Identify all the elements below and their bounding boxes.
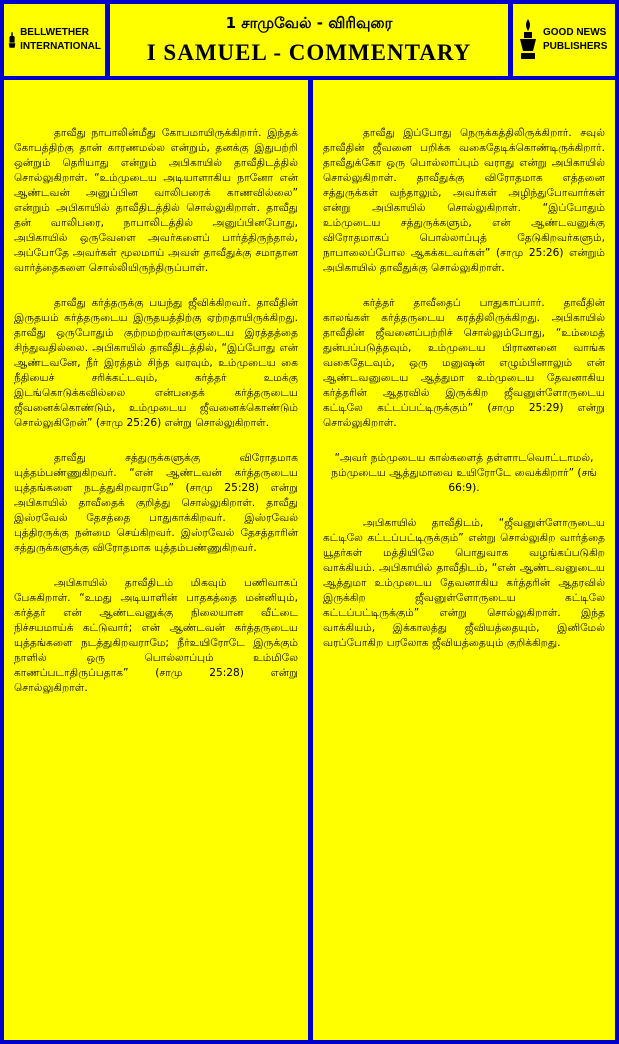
right-column bbox=[313, 80, 615, 1040]
title-panel bbox=[110, 4, 508, 76]
right-paragraph-1: தாவீது இப்போது நெருக்கத்திலிருக்கிறார். சவுல் தாவீதின் ஜீவனை பறிக்க வகைதேடிக்கொண்டிருக்கிறார். தாவீதுக்கோ ஒரு பொல்லாப்பும் வராது என்று அபிகாயில் சொல்லுகிறாள். தாவீதுக்கு விரோதமாக எத்தனை சத்துருக்கள் வந்தாலும், அவர்கள் அழிந்துபோவார்கள் என்று அபிகாயில் சொல்லுகிறாள். “இப்போதும் உம்முடைய சத்துருக்களும், என் ஆண்டவனுக்கு விரோதமாகப் பொல்லாப்புத் தேடுகிறவர்களும், நாபாலைப்போல ஆகக்கடவர்கள்” (சாமு 25:26) என்றும் அபிகாயில் தாவீதுக்கு சொல்லுகிறாள். bbox=[323, 127, 605, 274]
goodnews-logo bbox=[513, 4, 615, 76]
bellwether-logo-panel bbox=[4, 4, 105, 76]
left-paragraph-2: தாவீது கர்த்தருக்கு பயந்து ஜீவிக்கிறவர். தாவீதின் இருதயம் கர்த்தருடைய இருதயத்திற்கு ஏற்றதாயிருக்கிறது. தாவீது ஒருபோதும் குற்றமற்றவர்களுடைய இரத்தத்தை சிந்துவதில்லை. அபிகாயில் தாவீதிடத்தில், “இப்போது என் ஆண்டவனே, நீர் இரத்தம் சிந்த வரவும், உம்முடைய கை நீதியைச் சரிக்கட்டவும், கர்த்தர் உமக்கு இடங்கொடுக்கவில்லை என்பதைக் கர்த்தருடைய ஜீவனைக்கொண்டும், உம்முடைய ஜீவனைக்கொண்டும் சொல்லுகிறேன்” (சாமு 25:26) என்று சொல்லுகிறாள். bbox=[14, 297, 298, 429]
left-paragraph-4: அபிகாயில் தாவீதிடம் மிகவும் பணிவாகப் பேசுகிறாள். “உமது அடியாளின் பாதகத்தை மன்னியும், கர்த்தர் என் ஆண்டவனுக்கு நிலையான வீட்டை நிச்சயமாய்க் கட்டுவார்; என் ஆண்டவன் கர்த்தருடைய யுத்தங்களை நடத்துகிறவராமே; நீர்உயிரோடே இருக்கும் நாளில் ஒரு பொல்லாப்பும் உம்மிலே காணப்படாதிருப்பதாக” (சாமு 25:28) என்று சொல்லுகிறாள். bbox=[14, 577, 298, 694]
left-paragraph-3: தாவீது சத்துருக்களுக்கு விரோதமாக யுத்தம்பண்ணுகிறவர். “என் ஆண்டவன் கர்த்தருடைய யுத்தங்களை நடத்துகிறவராமே” (சாமு 25:28) என்று அபிகாயில் தாவீதைக் குறித்து சொல்லுகிறாள். தாவீது இஸ்ரவேல் தேசத்தை பாதுகாக்கிறவர். இஸ்ரவேல் புத்திரருக்கு நன்மை செய்கிறவர். இஸ்ரவேல் தேசத்தாரின் சத்துருக்களுக்கு விரோதமாக யுத்தம்பண்ணுகிறவர். bbox=[14, 452, 298, 554]
right-scripture-quote: “அவர் நம்முடைய கால்களைத் தள்ளாடவொட்டாமல், நம்முடைய ஆத்துமாவை உயிரோடே வைக்கிறார்” (சங் 66:9). bbox=[331, 452, 597, 494]
logo-right-line2: PUBLISHERS bbox=[543, 41, 608, 52]
left-paragraph-1: தாவீது நாபாலின்மீது கோபமாயிருக்கிறார். இந்தக் கோபத்திற்கு தான் காரணமல்ல என்றும், தனக்கு இதுபற்றி ஒன்றும் தெரியாது என்றும் அபிகாயில் தாவீதிடத்தில் சொல்லுகிறாள். “உம்முடைய அடியாளாகிய நானோ என் ஆண்டவன் அனுப்பின வாலிபரைக் காணவில்லை” என்றும் அபிகாயில் தாவீதிடத்தில் சொல்லுகிறாள். தாவீது தன் வாலிபரை, நாபாலிடத்தில் அனுப்பினபோது, அபிகாயில் ஒருவேளை அவர்களைப் பார்த்திருந்தால், அப்போதே அவர்கள் மூலமாய் அவள் தாவீதுக்கு சமாதான வார்த்தைகளை சொல்லியிருந்திருப்பாள். bbox=[14, 127, 298, 274]
goodnews-logo-panel bbox=[513, 4, 615, 76]
left-column bbox=[4, 80, 308, 1040]
logo-left-line2: INTERNATIONAL bbox=[20, 41, 101, 52]
title-tamil: 1 சாமுவேல் - விரிவுரை bbox=[225, 14, 393, 32]
lamp-icon bbox=[517, 17, 539, 63]
sheep-icon bbox=[8, 17, 16, 63]
right-paragraph-4: அபிகாயில் தாவீதிடம், “ஜீவனுள்ளோருடைய கட்டிலே கட்டப்பட்டிருக்கும்” என்று சொல்லுகிற வார்த்தை யூதர்கள் மத்தியிலே பொதுவாக வழங்கப்படுகிற வாக்கியம். அபிகாயில் தாவீதிடம், “என் ஆண்டவனுடைய ஆத்துமா உம்முடைய தேவனாகிய கர்த்தரின் ஆதரவில் இருக்கிற ஜீவனுள்ளோருடைய கட்டிலே கட்டப்பட்டிருக்கும்” என்று சொல்லுகிறாள். இந்த வாக்கியம், இக்காலத்து ஜீவியத்தையும், இனிமேல் வரப்போகிற பரலோக ஜீவியத்தையும் குறிக்கிறது. bbox=[323, 517, 605, 649]
bellwether-logo bbox=[4, 4, 105, 76]
logo-left-line1: BELLWETHER bbox=[20, 27, 89, 38]
right-paragraph-2: கர்த்தர் தாவீதைப் பாதுகாப்பார். தாவீதின் காலங்கள் கர்த்தருடைய கரத்திலிருக்கிறது. அபிகாயில் தாவீதின் ஜீவனைப்பற்றிச் சொல்லும்போது, “உம்மைத் துன்பப்படுத்தவும், உம்முடைய பிராணனை வாங்க வகைதேடவும், ஒரு மனுஷன் எழும்பினாலும் என் ஆண்டவனுடைய ஆத்துமா உம்முடைய தேவனாகிய கர்த்தரின் ஆதரவில் இருக்கிற ஜீவனுள்ளோருடைய கட்டிலே கட்டப்பட்டிருக்கும்” (சாமு 25:29) என்று சொல்லுகிறாள். bbox=[323, 297, 605, 429]
logo-right-line1: GOOD NEWS bbox=[543, 27, 607, 38]
title-english: I SAMUEL - COMMENTARY bbox=[146, 40, 472, 65]
